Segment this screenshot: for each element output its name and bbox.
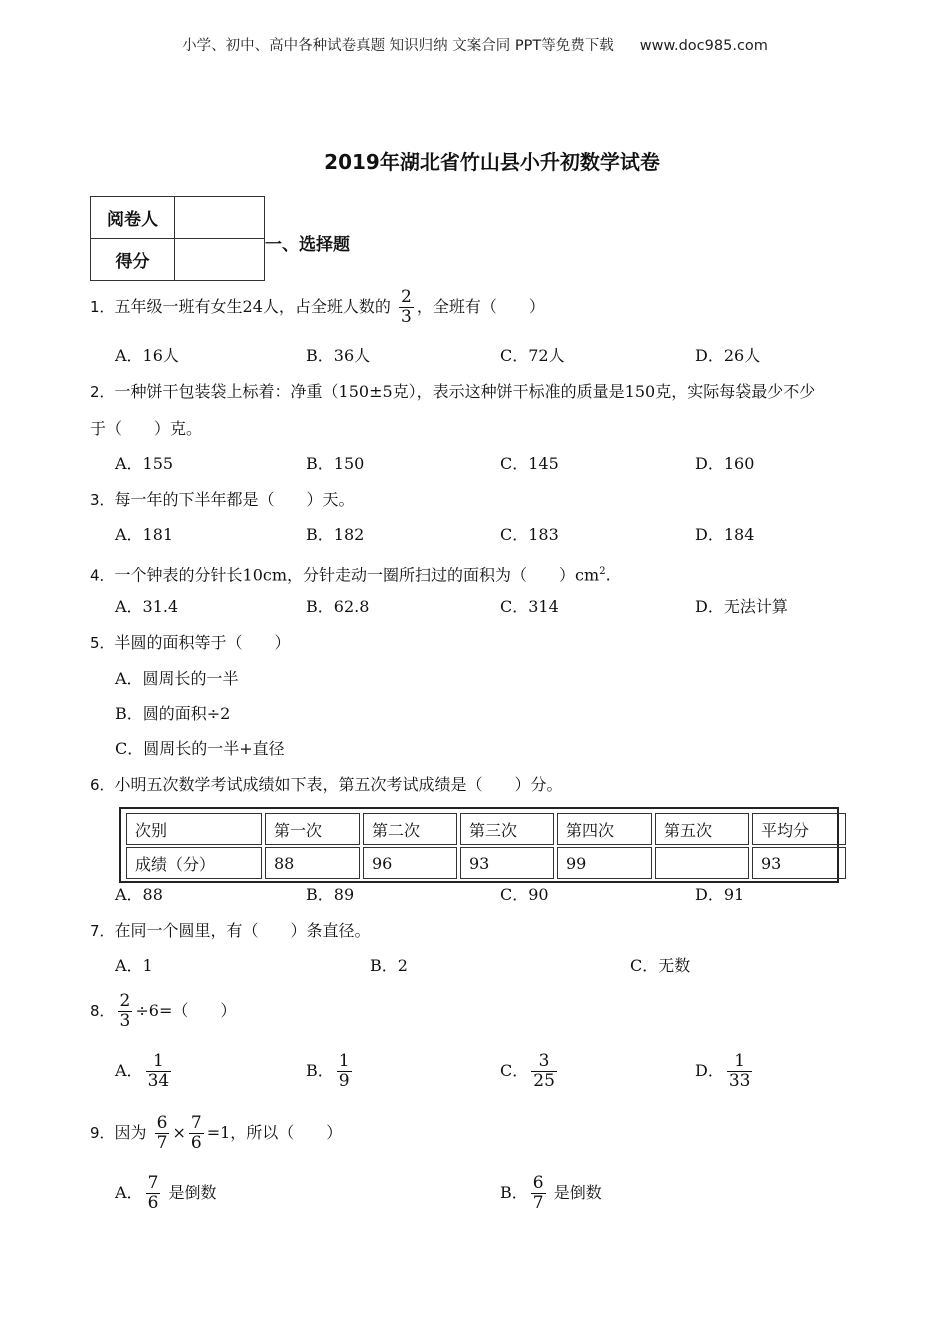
option-d[interactable]: D． $\frac{1}{33}$	[695, 1051, 751, 1091]
option-c[interactable]: C．无数	[630, 956, 691, 975]
section-title: 一、选择题	[265, 235, 350, 255]
option-b[interactable]: B．182	[306, 525, 365, 544]
table-cell: 第三次	[460, 813, 554, 845]
table-cell: 96	[363, 847, 457, 879]
option-a[interactable]: A． $\frac{7}{6}$ 是倒数	[115, 1173, 217, 1213]
option-a[interactable]: A． $\frac{1}{34}$	[115, 1051, 170, 1091]
question-3: 3．每一年的下半年都是（ ）天。	[90, 490, 355, 509]
option-a[interactable]: A．16人	[115, 346, 179, 365]
option-a[interactable]: A．1	[115, 956, 153, 975]
table-cell: 成绩（分）	[126, 847, 262, 879]
reviewer-label: 阅卷人	[91, 197, 175, 239]
table-row	[126, 847, 846, 879]
fraction: $\frac{2}{3}$	[401, 287, 412, 327]
table-cell: 第五次	[655, 813, 749, 845]
question-text: 五年级一班有女生24人，占全班人数的	[114, 297, 391, 316]
question-7: 7．在同一个圆里，有（ ）条直径。	[90, 921, 371, 940]
header-site-link[interactable]: www.doc985.com	[639, 38, 768, 54]
fraction: $\frac{2}{3}$	[119, 991, 131, 1031]
fraction: $\frac{1}{9}$	[338, 1051, 350, 1091]
table-cell: 第四次	[557, 813, 652, 845]
question-2: 2．一种饼干包装袋上标着：净重（150±5克），表示这种饼干标准的质量是150克，实际每袋最少不少	[90, 382, 816, 401]
option-d[interactable]: D．184	[695, 525, 755, 544]
question-number: 1．	[90, 298, 115, 316]
option-b[interactable]: B．圆的面积÷2	[115, 704, 231, 723]
option-d[interactable]: D．91	[695, 885, 745, 904]
question-text: 小明五次数学考试成绩如下表，第五次考试成绩是（ ）分。	[114, 775, 563, 794]
option-b[interactable]: B．89	[306, 885, 355, 904]
page-header	[0, 34, 950, 55]
table-cell: 第二次	[363, 813, 457, 845]
option-c[interactable]: C．183	[500, 525, 559, 544]
header-text: 小学、初中、高中各种试卷真题 知识归纳 文案合同 PPT等免费下载	[182, 38, 614, 54]
question-5: 5．半圆的面积等于（ ）	[90, 633, 291, 652]
option-b[interactable]: B．2	[370, 956, 408, 975]
option-c[interactable]: C．72人	[500, 346, 565, 365]
option-b[interactable]: B． $\frac{6}{7}$ 是倒数	[500, 1173, 602, 1213]
fraction: $\frac{7}{6}$	[147, 1173, 159, 1213]
option-b[interactable]: B．150	[306, 454, 365, 473]
score-table	[123, 811, 849, 881]
option-b[interactable]: B．36人	[306, 346, 371, 365]
table-header-row	[126, 813, 846, 845]
grader-table	[90, 196, 265, 281]
question-text: =1，所以（ ）	[206, 1123, 343, 1142]
option-a[interactable]: A．155	[115, 454, 174, 473]
superscript: 2	[599, 566, 606, 577]
fraction: $\frac{6}{7}$	[156, 1113, 168, 1153]
question-text-end: ，全班有（ ）	[416, 297, 545, 316]
table-cell: 93	[752, 847, 846, 879]
question-2-continued: 于（ ）克。	[90, 419, 203, 438]
question-text: 每一年的下半年都是（ ）天。	[114, 490, 355, 509]
question-9: 9．因为 $\frac{6}{7}$ × $\frac{7}{6}$ =1，所以（ ）	[90, 1113, 343, 1153]
option-c[interactable]: C．90	[500, 885, 549, 904]
fraction: $\frac{1}{33}$	[728, 1051, 751, 1091]
question-1	[90, 288, 545, 327]
table-cell: 99	[557, 847, 652, 879]
fraction: $\frac{1}{34}$	[147, 1051, 170, 1091]
option-d[interactable]: D．无法计算	[695, 597, 788, 616]
option-a[interactable]: A．181	[115, 525, 174, 544]
question-text: 半圆的面积等于（ ）	[114, 633, 291, 652]
fraction: $\frac{3}{25}$	[533, 1051, 555, 1091]
table-cell: 88	[265, 847, 360, 879]
table-cell: 平均分	[752, 813, 846, 845]
fraction: $\frac{6}{7}$	[532, 1173, 544, 1213]
option-d[interactable]: D．26人	[695, 346, 761, 365]
question-text: 在同一个圆里，有（ ）条直径。	[114, 921, 371, 940]
option-a[interactable]: A．88	[115, 885, 163, 904]
table-cell: 93	[460, 847, 554, 879]
score-field[interactable]	[175, 239, 265, 281]
reviewer-field[interactable]	[175, 197, 265, 239]
fraction: $\frac{7}{6}$	[190, 1113, 202, 1153]
option-c[interactable]: C． $\frac{3}{25}$	[500, 1051, 555, 1091]
question-text: 一个钟表的分针长10cm，分针走动一圈所扫过的面积为（ ）cm	[114, 565, 600, 585]
option-a[interactable]: A．圆周长的一半	[115, 669, 239, 688]
question-6: 6．小明五次数学考试成绩如下表，第五次考试成绩是（ ）分。	[90, 775, 563, 794]
table-cell: 第一次	[265, 813, 360, 845]
question-text: 一种饼干包装袋上标着：净重（150±5克），表示这种饼干标准的质量是150克，实际每袋最少不少	[114, 382, 816, 401]
option-c[interactable]: C．圆周长的一半+直径	[115, 739, 285, 758]
option-c[interactable]: C．145	[500, 454, 559, 473]
question-text: ÷6=（ ）	[135, 1001, 237, 1020]
table-cell-blank[interactable]	[655, 847, 749, 879]
option-c[interactable]: C．314	[500, 597, 559, 616]
option-d[interactable]: D．160	[695, 454, 755, 473]
option-a[interactable]: A．31.4	[115, 597, 179, 616]
option-b[interactable]: B． $\frac{1}{9}$	[306, 1051, 350, 1091]
question-4: 4．一个钟表的分针长10cm，分针走动一圈所扫过的面积为（ ）$cm^2$.	[90, 565, 611, 585]
option-b[interactable]: B．62.8	[306, 597, 370, 616]
exam-title: 2019年湖北省竹山县小升初数学试卷	[324, 150, 660, 174]
question-8: 8． $\frac{2}{3}$ ÷6=（ ）	[90, 991, 237, 1031]
table-cell: 次别	[126, 813, 262, 845]
score-label: 得分	[91, 239, 175, 281]
